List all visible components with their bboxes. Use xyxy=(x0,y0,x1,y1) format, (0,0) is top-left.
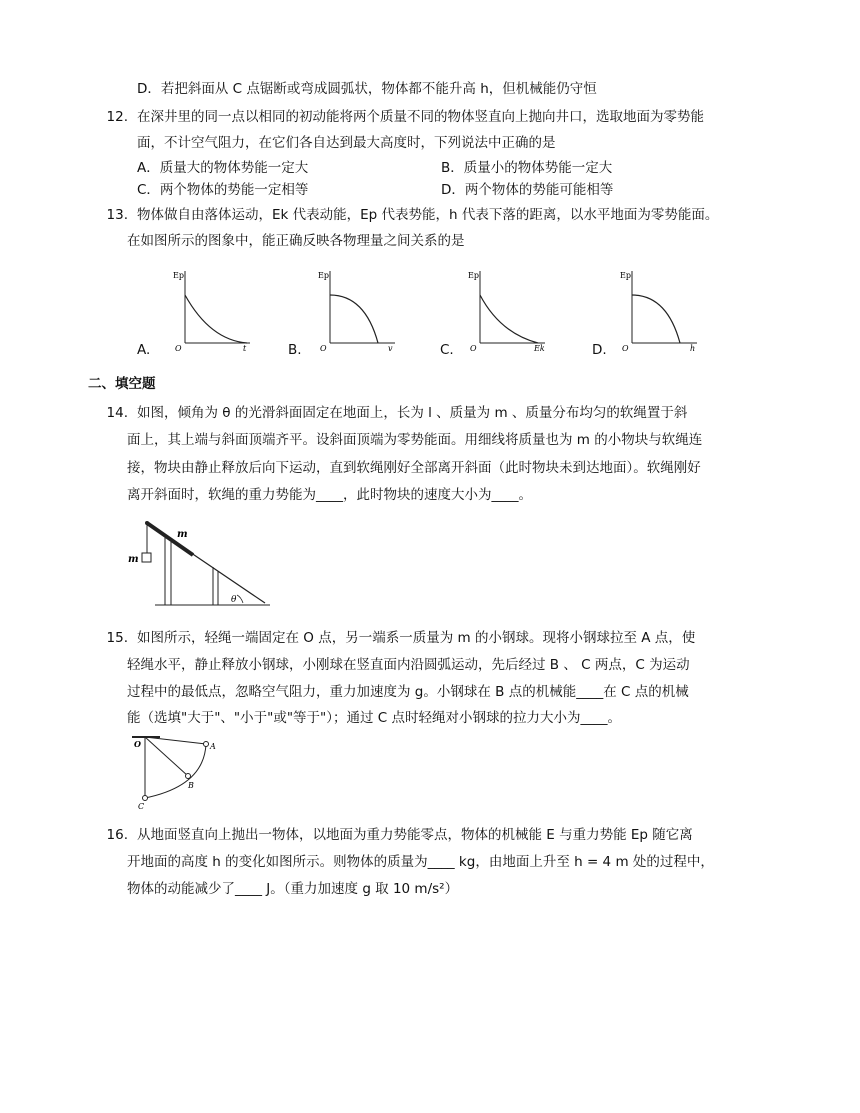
graph-d-ylabel: Ep xyxy=(620,271,631,280)
q12-number: 12. xyxy=(106,109,128,125)
graph-d xyxy=(612,265,702,355)
graph-c-ylabel: Ep xyxy=(468,271,479,280)
q12-stem-line2: 面，不计空气阻力，在它们各自达到最大高度时，下列说法中正确的是 xyxy=(137,135,556,151)
graph-d-origin: O xyxy=(622,344,629,353)
q16-stem-line1: 从地面竖直向上抛出一物体，以地面为重力势能零点，物体的机械能 E 与重力势能 Ep 随它离 xyxy=(137,827,693,843)
graph-a-origin: O xyxy=(175,344,182,353)
graph-d-xlabel: h xyxy=(690,344,696,353)
q12-option-b: B．质量小的物体势能一定大 xyxy=(441,160,613,176)
graph-c-origin: O xyxy=(470,344,477,353)
graph-b-origin: O xyxy=(320,344,327,353)
q14-number: 14. xyxy=(106,405,128,421)
q13-stem-line1: 物体做自由落体运动，Ek 代表动能，Ep 代表势能，h 代表下落的距离，以水平地面为零势能面。 xyxy=(137,207,719,223)
graph-b-ylabel: Ep xyxy=(318,271,329,280)
section-heading: 二、填空题 xyxy=(88,376,156,392)
q14-stem-line1: 如图，倾角为 θ 的光滑斜面固定在地面上，长为 l 、质量为 m 、质量分布均匀的软绳置于斜 xyxy=(137,405,688,421)
q12-stem-line1: 在深井里的同一点以相同的初动能将两个质量不同的物体竖直向上抛向井口，选取地面为零势能 xyxy=(137,109,704,125)
q14-stem-line2: 面上，其上端与斜面顶端齐平。设斜面顶端为零势能面。用细线将质量也为 m 的小物块与软绳连 xyxy=(127,432,703,448)
q15-stem-line1: 如图所示，轻绳一端固定在 O 点，另一端系一质量为 m 的小钢球。现将小钢球拉至 A 点，使 xyxy=(137,630,696,646)
angle-label: θ xyxy=(231,595,237,605)
graph-c-xlabel: Ek xyxy=(534,344,545,353)
q15-stem-line3: 过程中的最低点，忽略空气阻力，重力加速度为 g。小钢球在 B 点的机械能____在 C 点的机械 xyxy=(127,684,689,700)
point-b-label: B xyxy=(188,781,194,790)
graph-c-label: C. xyxy=(440,342,454,358)
point-a-label: A xyxy=(210,742,216,751)
graph-a-xlabel: t xyxy=(243,344,247,353)
graph-a xyxy=(165,265,255,355)
graph-a-label: A. xyxy=(137,342,151,358)
q12-option-a: A．质量大的物体势能一定大 xyxy=(137,160,309,176)
q16-stem-line3: 物体的动能减少了____ J。（重力加速度 g 取 10 m/s²） xyxy=(127,881,459,897)
graph-b-xlabel: v xyxy=(388,344,393,353)
q15-number: 15. xyxy=(106,630,128,646)
graph-c xyxy=(460,265,550,355)
q12-option-c: C．两个物体的势能一定相等 xyxy=(137,182,309,198)
q14-stem-line4: 离开斜面时，软绳的重力势能为____，此时物块的速度大小为____。 xyxy=(127,487,532,503)
point-o-label: O xyxy=(134,739,141,749)
q12-option-d: D．两个物体的势能可能相等 xyxy=(441,182,614,198)
q16-stem-line2: 开地面的高度 h 的变化如图所示。则物体的质量为____ kg，由地面上升至 h = 4 m 处的过程中， xyxy=(127,854,714,870)
q13-stem-line2: 在如图所示的图象中，能正确反映各物理量之间关系的是 xyxy=(127,233,465,249)
rope-mass-label: m xyxy=(177,529,188,540)
block-mass-label: m xyxy=(128,554,139,565)
incline-figure xyxy=(125,515,275,610)
q15-stem-line2: 轻绳水平，静止释放小钢球，小刚球在竖直面内沿圆弧运动，先后经过 B 、 C 两点，C 为运动 xyxy=(127,657,690,673)
graph-d-label: D. xyxy=(592,342,607,358)
graph-b xyxy=(310,265,400,355)
q11-option-d: D．若把斜面从 C 点锯断或弯成圆弧状，物体都不能升高 h，但机械能仍守恒 xyxy=(137,81,597,97)
graph-a-ylabel: Ep xyxy=(173,271,184,280)
q15-stem-line4: 能（选填"大于"、"小于"或"等于"）；通过 C 点时轻绳对小钢球的拉力大小为____。 xyxy=(127,710,622,726)
point-c-label: C xyxy=(138,802,145,811)
pendulum-figure xyxy=(130,730,230,812)
graph-b-label: B. xyxy=(288,342,302,358)
q13-number: 13. xyxy=(106,207,128,223)
q16-number: 16. xyxy=(106,827,128,843)
q14-stem-line3: 接，物块由静止释放后向下运动，直到软绳刚好全部离开斜面（此时物块未到达地面）。软绳刚好 xyxy=(127,460,701,476)
